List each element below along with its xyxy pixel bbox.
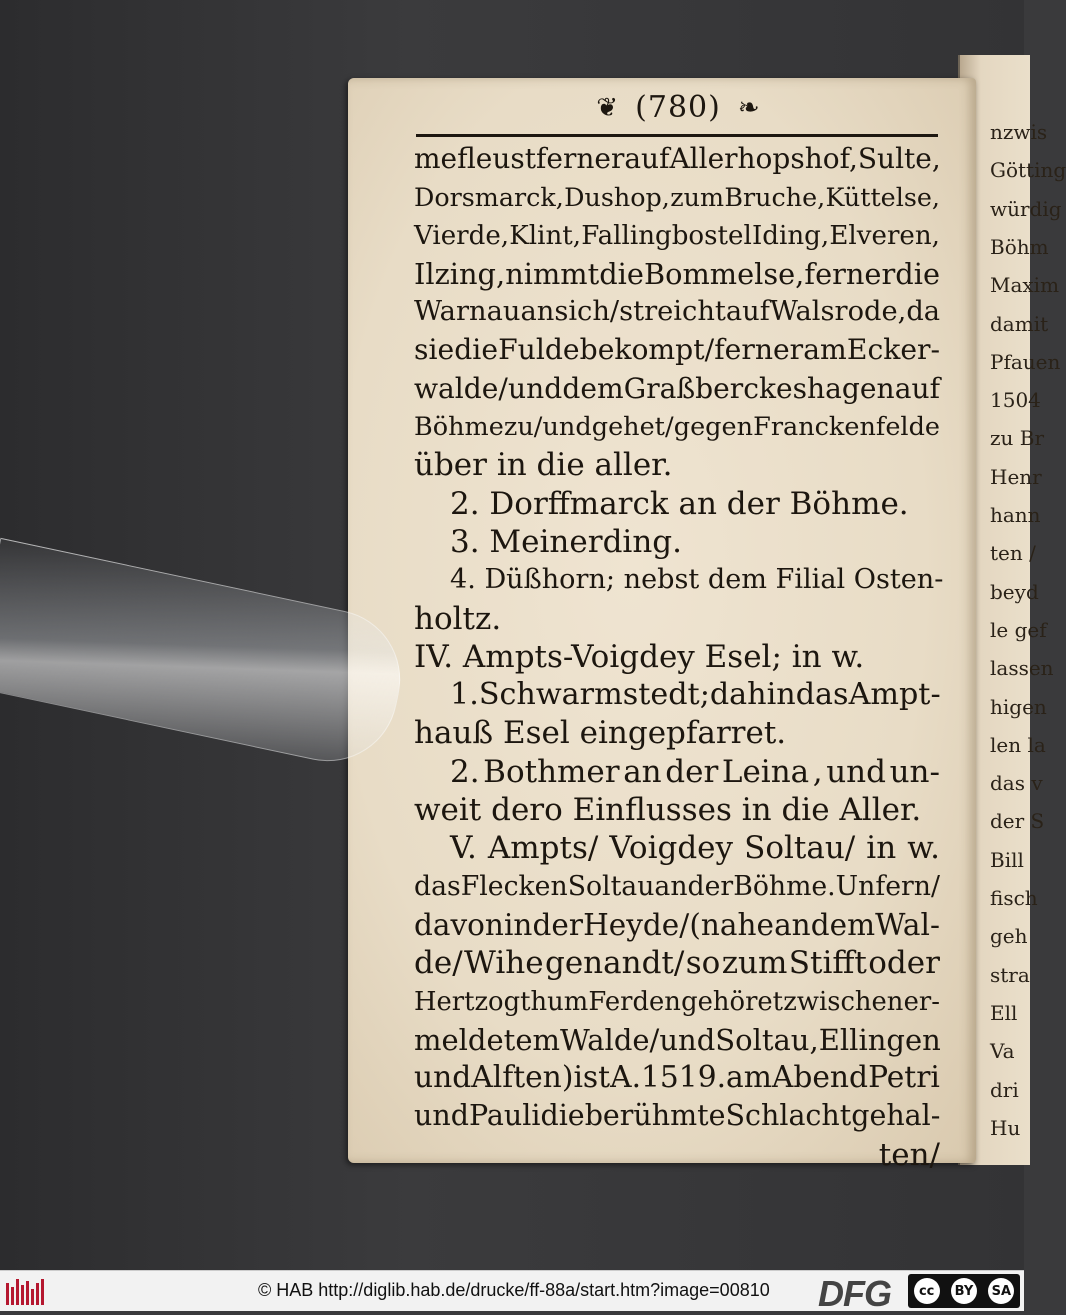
- text-line: ten/: [878, 1136, 940, 1173]
- next-page-fragment: 1504: [990, 388, 1041, 413]
- next-page-fragment: Maxim: [990, 273, 1060, 298]
- text-line: hauß Esel eingepfarret.: [414, 715, 787, 752]
- text-line: davon in der Heyde/ ( nahe an dem Wal-: [414, 907, 940, 942]
- next-page-fragment: Henr: [990, 464, 1042, 489]
- next-page-fragment: Va: [990, 1039, 1015, 1064]
- next-page-fragment: Pfauen: [990, 349, 1061, 374]
- text-line: IV. Ampts-Voigdey Esel; in w.: [414, 638, 865, 675]
- next-page-fragment: higen: [990, 694, 1047, 719]
- header-rule: [416, 134, 938, 137]
- text-line: walde/ und dem Graßberckeshagen auf: [414, 371, 940, 405]
- text-line: holtz.: [414, 600, 502, 637]
- text-line: 4. Düßhorn; nebst dem Filial Osten-: [450, 564, 944, 596]
- next-page-fragment: zu Br: [990, 426, 1045, 451]
- text-line: 2. Bothmer an der Leina , und un-: [450, 753, 940, 790]
- next-page-fragment: ten /: [990, 541, 1036, 566]
- book-page: [348, 78, 976, 1173]
- ornament-left-icon: ❦: [596, 92, 619, 123]
- text-line: de/ Wihe genandt/ so zum Stifft oder: [414, 945, 940, 982]
- cc-license-badge[interactable]: [908, 1274, 1020, 1308]
- next-page-fragment: beyd: [990, 579, 1039, 604]
- next-page-fragment: Götting: [990, 158, 1066, 183]
- viewer-footer: [0, 1270, 1024, 1314]
- next-page-fragment: der S: [990, 809, 1045, 834]
- text-line: das Flecken Soltau an der Böhme. Unfern/: [414, 870, 940, 902]
- text-line: 1. Schwarmstedt ; dahin das Ampt-: [450, 677, 941, 713]
- text-line: und Pauli die berühmte Schlacht gehal-: [414, 1099, 941, 1133]
- text-line: weit dero Einflusses in die Aller.: [414, 792, 922, 829]
- text-line: Böhme zu/ und gehet / gegen Franckenfelde: [414, 412, 940, 443]
- next-page-fragment: le gef: [990, 617, 1047, 642]
- text-line: Vierde, Klint, Fallingbostel Iding, Elveren,: [414, 220, 940, 251]
- text-line: meldetem Walde/ und Soltau , Ellingen: [414, 1022, 941, 1057]
- next-page-fragment: Böhm: [990, 234, 1049, 259]
- next-page-fragment: das v: [990, 771, 1043, 796]
- text-line: Hertzogthum Ferden gehöret zwischen er-: [414, 986, 940, 1017]
- next-page-fragment: fisch: [990, 886, 1038, 910]
- copyright-link[interactable]: © HAB http://diglib.hab.de/drucke/ff-88a/start.htm?image=00810: [258, 1280, 770, 1300]
- next-page-fragment: nzwis: [990, 120, 1048, 144]
- next-page-fragment: Bill: [990, 847, 1024, 872]
- page-number: (780): [635, 90, 721, 125]
- text-line: Warnau an sich/ streicht auf Walsrode, da: [414, 296, 941, 328]
- text-line: Ilzing , nimmt die Bommelse, ferner die: [414, 256, 940, 291]
- cc-icon: cc: [914, 1278, 940, 1304]
- next-page-fragment: dri: [990, 1077, 1019, 1102]
- next-page-fragment: len la: [990, 732, 1046, 757]
- text-line: Dorsmarck, Dushop, zum Bruche, Küttelse,: [414, 182, 940, 213]
- text-line: über in die aller.: [414, 447, 673, 484]
- page-body-text: [414, 140, 944, 1174]
- next-page-fragment: damit: [990, 311, 1049, 336]
- next-page-fragment: stra: [990, 962, 1030, 987]
- text-line: V. Ampts/ Voigdey Soltau/ in w.: [450, 830, 940, 867]
- dfg-logo[interactable]: DFG: [818, 1273, 891, 1314]
- text-line: 2. Dorffmarck an der Böhme.: [450, 485, 909, 522]
- next-page-fragment: lassen: [990, 656, 1054, 681]
- text-line: 3. Meinerding.: [450, 523, 682, 560]
- hab-logo-icon[interactable]: [6, 1277, 46, 1305]
- sa-icon: SA: [988, 1278, 1014, 1304]
- next-page-fragment: Hu: [990, 1115, 1021, 1140]
- ornament-right-icon: ❧: [737, 92, 760, 123]
- by-icon: BY: [951, 1278, 977, 1304]
- next-page-fragment: hann: [990, 503, 1041, 527]
- page-header: [418, 90, 938, 130]
- text-line: me fleust ferner auf Allerhopshof, Sulte,: [414, 142, 941, 175]
- text-line: sie die Fulde bekompt / ferner am Ecker-: [414, 333, 940, 367]
- next-page-fragment: geh: [990, 924, 1028, 949]
- next-page-fragment: würdig: [990, 196, 1062, 221]
- text-line: und Alften ) ist A. 1519. am Abend Petri: [414, 1060, 940, 1096]
- next-page-fragment: Ell: [990, 1000, 1018, 1025]
